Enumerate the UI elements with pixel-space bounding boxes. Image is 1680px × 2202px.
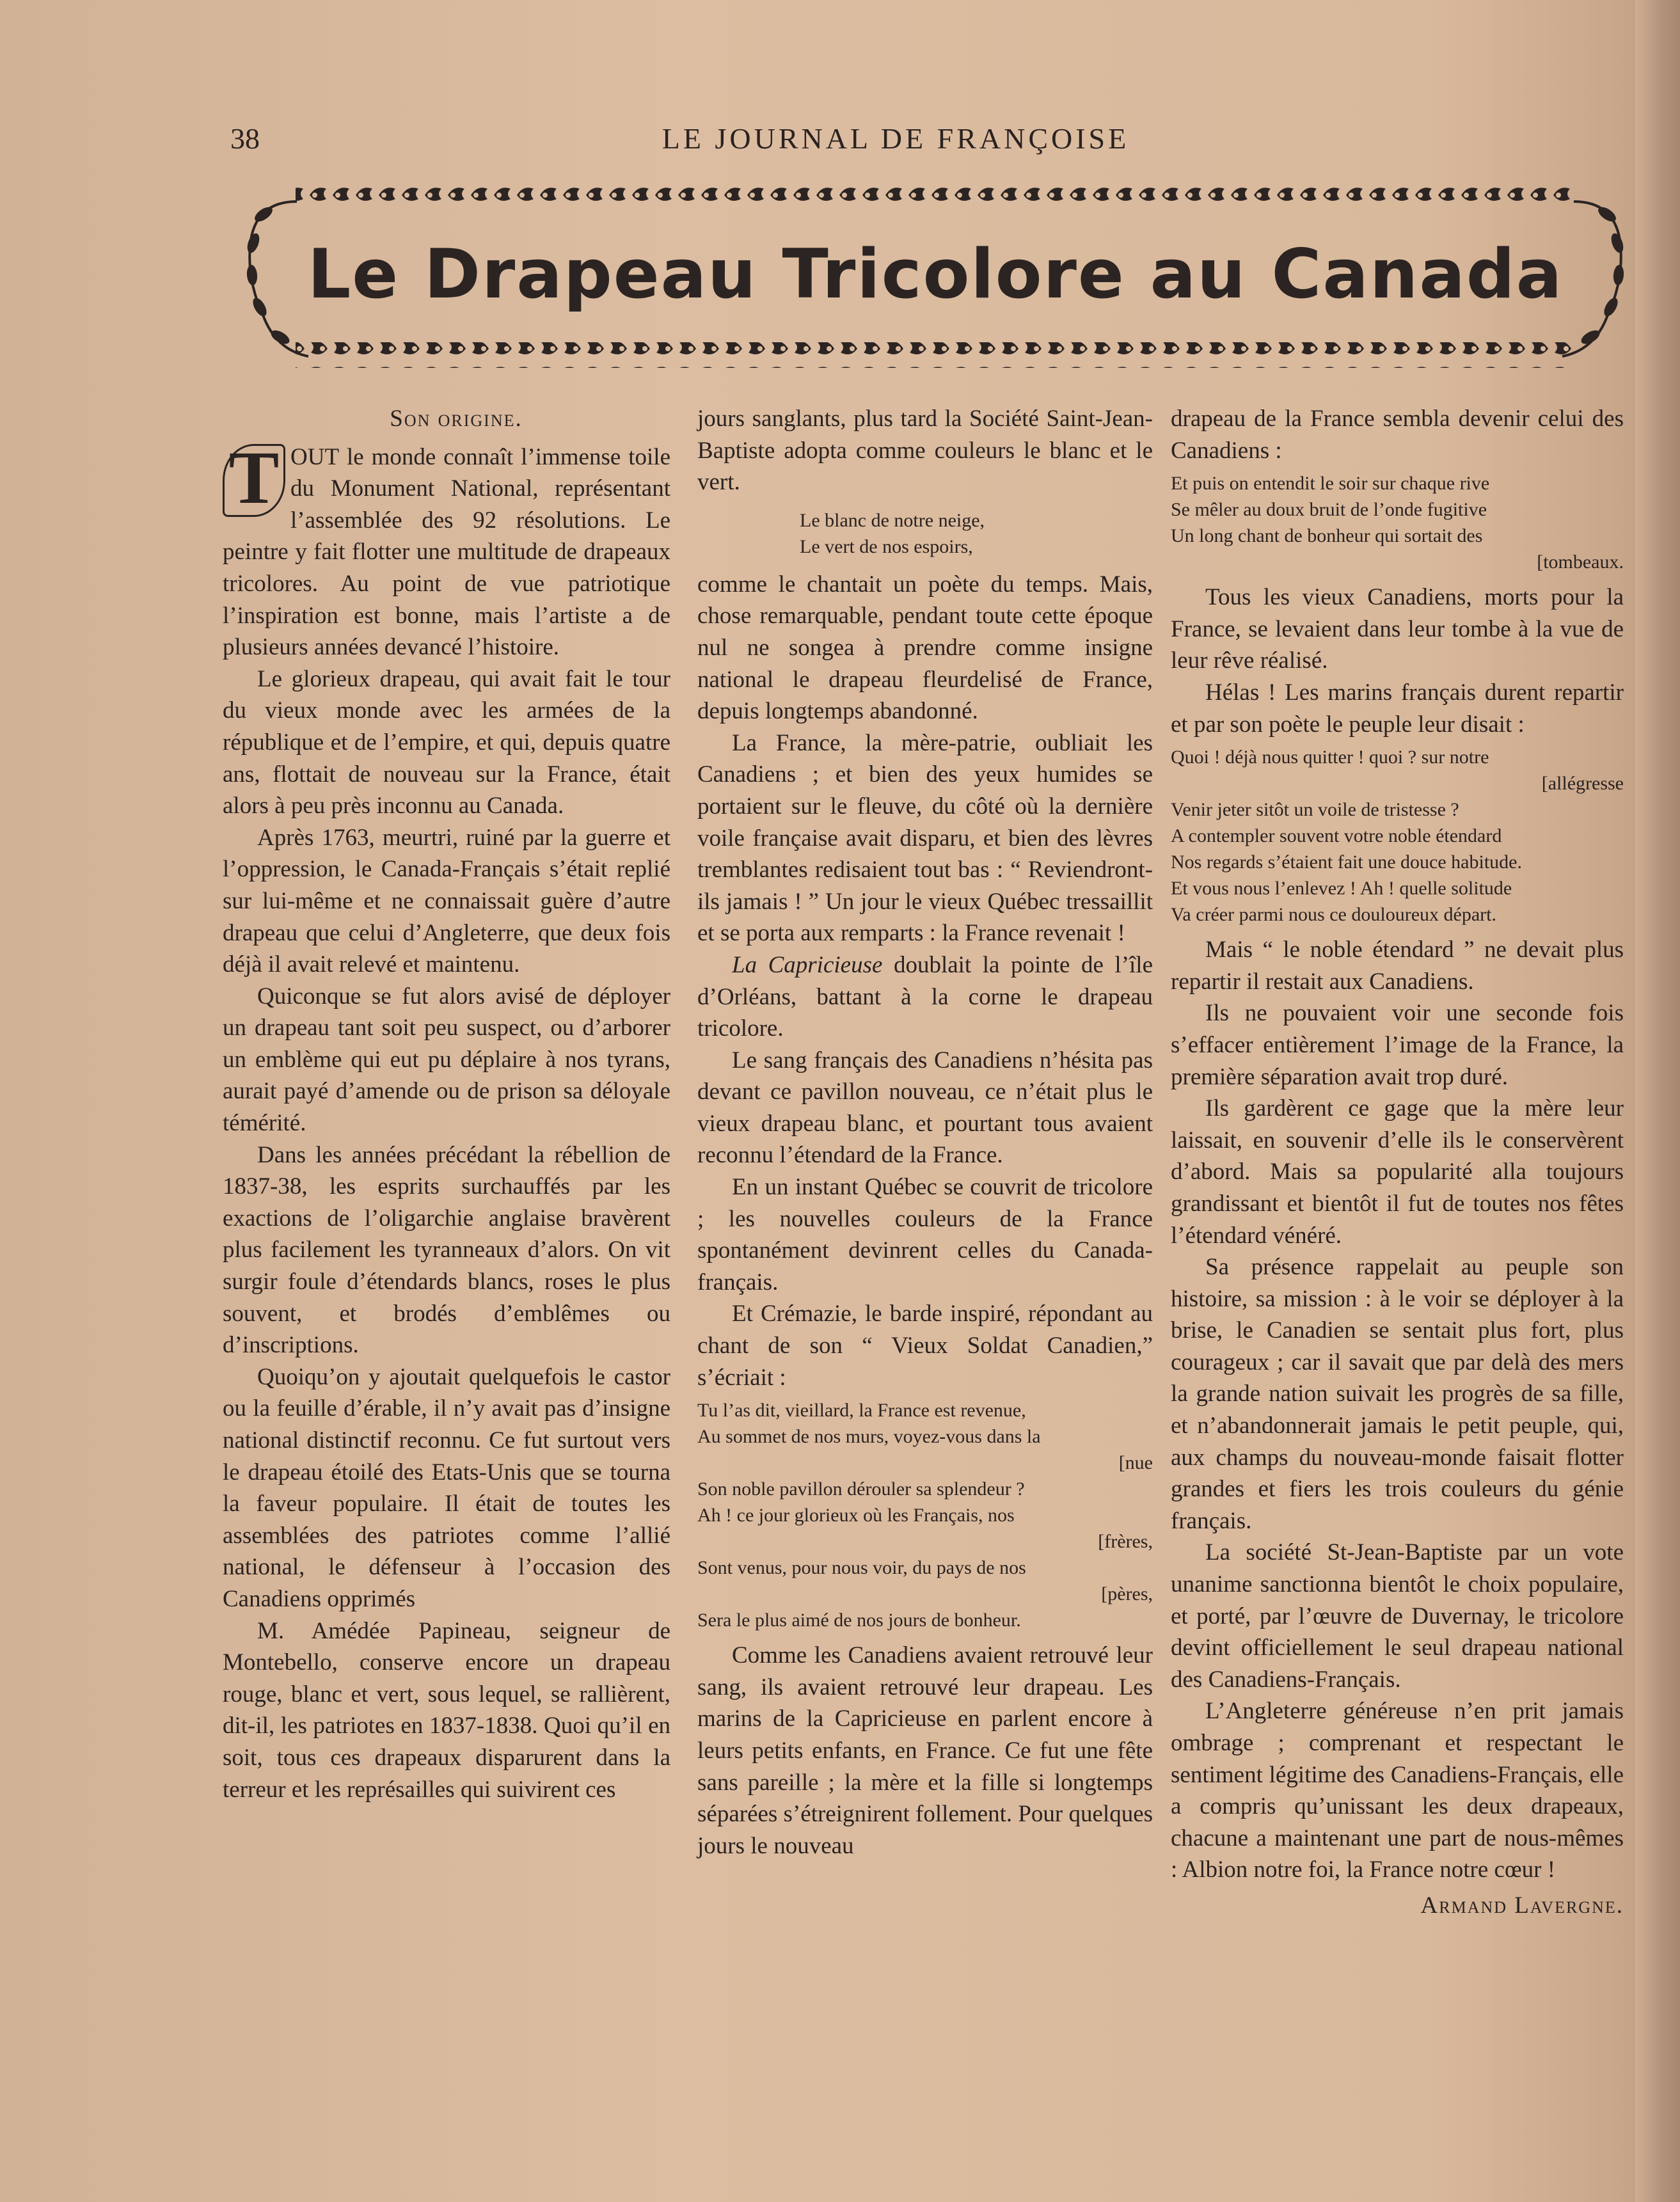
paragraph: comme le chantait un poète du temps. Mais, chose remarquable, pendant toute cette époque nul ne songea à prendre comme insigne national le drapeau fleurdelisé de France, depuis longtemps abandonné. xyxy=(697,571,1153,725)
verse-line: Sera le plus aimé de nos jours de bonheur. xyxy=(697,1610,1021,1631)
section-subhead: Son origine. xyxy=(390,406,523,432)
paragraph: Dans les années précédant la rébellion de 1837-38, les esprits surchauffés par les exactions de l’oligarchie anglaise bravèrent plus facilement les tyranneaux d’alors. On vit surgir foule d’étendards blancs, roses le plus souvent, et brodés d’emblêmes ou d’inscriptions. xyxy=(223,1141,670,1359)
verse-block xyxy=(697,1397,1153,1633)
verse-continuation: [nue xyxy=(1118,1452,1153,1474)
paragraph: Quoiqu’on y ajoutait quelquefois le castor ou la feuille d’érable, il n’y avait pas d’insigne national distinctif reconnu. Ce fut surtout vers le drapeau étoilé des Etats-Unis que se tourna la faveur populaire. Il était de toutes les assemblées des patriotes comme l’allié national, le défenseur à l’occasion des Canadiens opprimés xyxy=(223,1363,670,1612)
paragraph: Tous les vieux Canadiens, morts pour la France, se levaient dans leur tombe à la vue de leur rêve réalisé. xyxy=(1171,584,1624,674)
verse-line: Le blanc de notre neige, xyxy=(800,509,985,531)
column-3 xyxy=(1171,403,1624,1922)
verse-continuation: [pères, xyxy=(1101,1583,1153,1605)
verse-block xyxy=(697,507,1153,560)
paragraph: Le sang français des Canadiens n’hésita pas devant ce pavillon nouveau, ce n’était plus le vieux drapeau blanc, et pourtant tous avaient reconnu l’étendard de la France. xyxy=(697,1047,1153,1169)
verse-line: Sont venus, pour nous voir, du pays de nos xyxy=(697,1557,1026,1579)
paragraph: En un instant Québec se couvrit de tricolore ; les nouvelles couleurs de la France spontanément devinrent celles du Canada-français. xyxy=(697,1174,1153,1295)
verse-line: A contempler souvent votre noble étendard xyxy=(1171,825,1502,847)
article-title: Le Drapeau Tricolore au Canada xyxy=(307,235,1564,313)
verse-line: Le vert de nos espoirs, xyxy=(800,535,973,557)
paragraph: Ils ne pouvaient voir une seconde fois s’effacer entièrement l’image de la France, la première séparation avait trop duré. xyxy=(1171,1000,1624,1090)
binding-edge xyxy=(1635,0,1680,2202)
verse-line: Et puis on entendit le soir sur chaque rive xyxy=(1171,473,1490,495)
verse-continuation: [frères, xyxy=(1098,1531,1153,1553)
paragraph: Le glorieux drapeau, qui avait fait le tour du vieux monde avec les armées de la république et de l’empire, et qui, depuis quatre ans, flottait de nouveau sur la France, était alors à peu près inconnu au Canada. xyxy=(223,665,670,820)
paragraph: Quiconque se fut alors avisé de déployer un drapeau tant soit peu suspect, ou d’arborer un emblème qui eut pu déplaire à nos tyrans, aurait payé d’amende ou de prison sa déloyale témérité. xyxy=(223,983,670,1137)
paragraph: drapeau de la France sembla devenir celui des Canadiens : xyxy=(1171,406,1624,464)
drop-cap: T xyxy=(223,444,285,517)
verse-line: Ah ! ce jour glorieux où les Français, nos xyxy=(697,1505,1015,1526)
verse-line: Va créer parmi nous ce douloureux départ. xyxy=(1171,904,1496,926)
verse-line: Un long chant de bonheur qui sortait des xyxy=(1171,525,1483,547)
paragraph: La société St-Jean-Baptiste par un vote unanime sanctionna bientôt le choix populaire, et porté, par l’œuvre de Duvernay, le tricolore devint officiellement le seul drapeau national des Canadiens-Français. xyxy=(1171,1539,1624,1693)
verse-line: Quoi ! déjà nous quitter ! quoi ? sur notre xyxy=(1171,747,1489,768)
verse-line: Nos regards s’étaient fait une douce habitude. xyxy=(1171,851,1522,873)
paragraph: L’Angleterre généreuse n’en prit jamais ombrage ; comprenant et respectant le sentiment légitime des Canadiens-Français, elle a compris qu’unissant les deux drapeaux, chacune a maintenant une part de nous-mêmes : Albion notre foi, la France notre cœur ! xyxy=(1171,1698,1624,1883)
verse-line: Tu l’as dit, vieillard, la France est revenue, xyxy=(697,1400,1026,1422)
paragraph: jours sanglants, plus tard la Société Saint-Jean-Baptiste adopta comme couleurs le blanc et le vert. xyxy=(697,406,1153,496)
paragraph xyxy=(223,435,670,663)
verse-block xyxy=(1171,744,1624,928)
verse-line: Au sommet de nos murs, voyez-vous dans la xyxy=(697,1426,1041,1448)
ship-name: La Capricieuse xyxy=(732,951,883,978)
paragraph: Sa présence rappelait au peuple son histoire, sa mission : à le voir se déployer à la brise, le Canadien se sentait plus fort, plus courageux ; car il savait que par delà des mers la grande nation suivait les progrès de sa fille, et n’abandonnerait jamais le petit peuple, qui, aux champs du nouveau-monde faisait flotter grandes et fiers les trois couleurs du génie français. xyxy=(1171,1254,1624,1534)
paragraph: M. Amédée Papineau, seigneur de Montebello, conserve encore un drapeau rouge, blanc et vert, sous lequel, se rallièrent, dit-il, les patriotes en 1837-1838. Quoi qu’il en soit, tous ces drapeaux disparurent dans la terreur et les représailles qui suivirent ces xyxy=(223,1617,670,1803)
first-word: OUT xyxy=(290,443,340,470)
paragraph: Ils gardèrent ce gage que la mère leur laissait, en souvenir d’elle ils le conservèrent d’abord. Mais sa popularité alla toujours grandissant et bientôt il fut de toutes nos fêtes l’étendard vénéré. xyxy=(1171,1095,1624,1249)
page-number: 38 xyxy=(230,122,260,155)
verse-block xyxy=(1171,470,1624,575)
verse-continuation: [allégresse xyxy=(1541,773,1624,795)
paragraph: Comme les Canadiens avaient retrouvé leur sang, ils avaient retrouvé leur drapeau. Les marins de la Capricieuse en parlent encore à leurs petits enfants, en France. Ce fut une fête sans pareille ; la mère et la fille si longtemps séparées s’étreignirent follement. Pour quelques jours le nouveau xyxy=(697,1642,1153,1859)
paragraph-text: le monde connaît l’immense toile du Monument National, représentant l’assemblée des 92 résolutions. Le peintre y fait flotter une multitude de drapeaux tricolores. Au point de vue patriotique l’inspiration est bonne, mais l’artiste a de plusieurs années devancé l’histoire. xyxy=(223,443,670,661)
paragraph: Et Crémazie, le barde inspiré, répondant au chant de son “ Vieux Soldat Canadien,” s’écriait : xyxy=(697,1301,1153,1391)
paragraph: Après 1763, meurtri, ruiné par la guerre et l’oppression, le Canada-Français s’était replié sur lui-même et ne connaissait guère d’autre drapeau que celui d’Angleterre, que deux fois déjà il avait relevé et maintenu. xyxy=(223,824,670,978)
verse-line: Se mêler au doux bruit de l’onde fugitive xyxy=(1171,499,1487,521)
paragraph: Mais “ le noble étendard ” ne devait plus repartir il restait aux Canadiens. xyxy=(1171,937,1624,995)
running-head: LE JOURNAL DE FRANÇOISE xyxy=(662,122,1130,155)
paragraph: La France, la mère-patrie, oubliait les Canadiens ; et bien des yeux humides se portaient sur le fleuve, du côté où la dernière voile française avait disparu, et bien des lèvres tremblantes redisaient tout bas : “ Reviendront-ils jamais ! ” Un jour le vieux Québec tressaillit et se porta aux remparts : la France revenait ! xyxy=(697,729,1153,947)
column-2 xyxy=(697,403,1153,1862)
verse-continuation: [tombeaux. xyxy=(1537,551,1624,573)
verse-line: Son noble pavillon dérouler sa splendeur ? xyxy=(697,1478,1025,1500)
paragraph xyxy=(697,949,1153,1045)
verse-line: Venir jeter sitôt un voile de tristesse ? xyxy=(1171,799,1459,821)
column-1 xyxy=(223,403,670,1805)
author-signature: Armand Lavergne. xyxy=(1420,1892,1624,1919)
page-header xyxy=(230,122,1561,160)
paragraph-text: doublait la pointe de l’île d’Orléans, battant à la corne le drapeau tricolore. xyxy=(697,951,1153,1042)
title-banner xyxy=(238,182,1633,381)
verse-line: Et vous nous l’enlevez ! Ah ! quelle solitude xyxy=(1171,878,1512,899)
paragraph: Hélas ! Les marins français durent repartir et par son poète le peuple leur disait : xyxy=(1171,679,1624,738)
